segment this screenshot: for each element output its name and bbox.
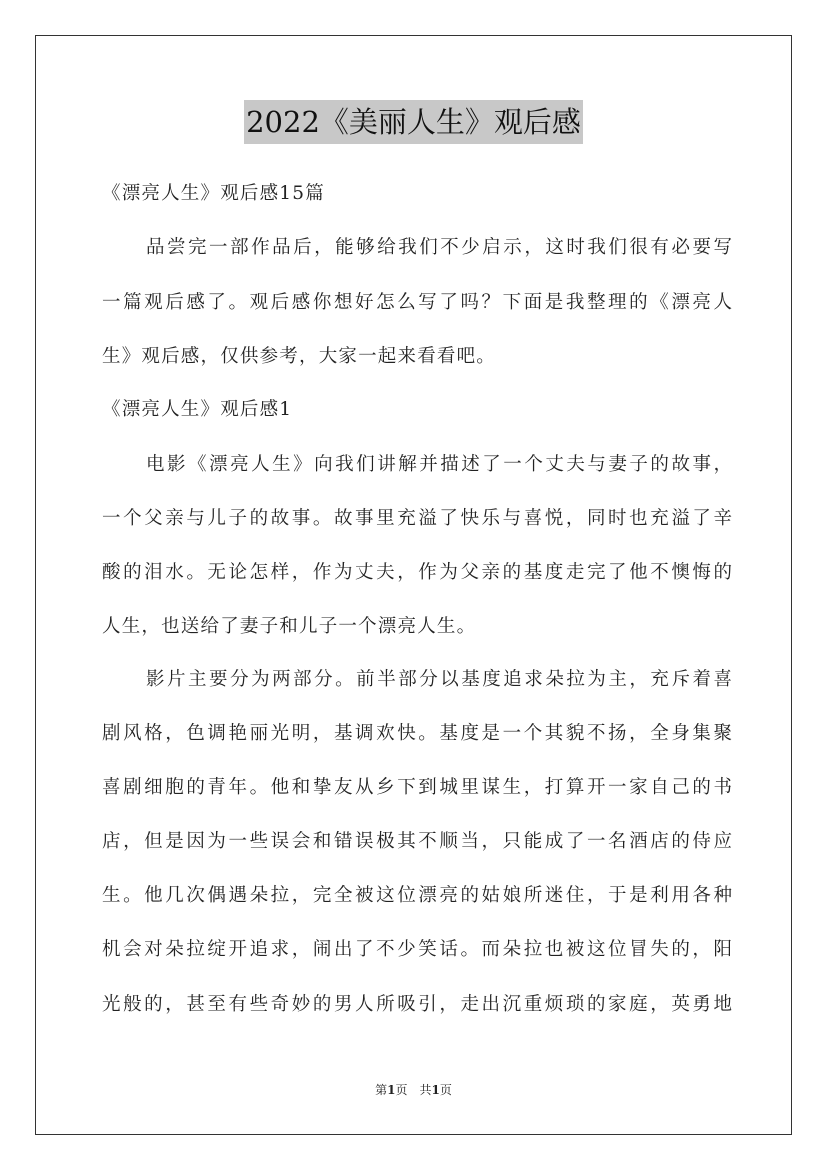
paragraph-line: 酸的泪水。无论怎样，作为丈夫，作为父亲的基度走完了他不懊悔的 [102, 562, 732, 583]
page-number: 1 [387, 1083, 396, 1097]
page-footer [0, 1082, 827, 1098]
section-heading: 《漂亮人生》观后感1 [102, 399, 293, 420]
paragraph-line: 影片主要分为两部分。前半部分以基度追求朵拉为主，充斥着喜 [146, 669, 732, 690]
title-wrap [0, 100, 827, 144]
page-total: 1 [431, 1083, 440, 1097]
page-suffix: 页 [439, 1083, 452, 1097]
page-prefix: 第 [375, 1083, 388, 1097]
paragraph-line: 机会对朵拉绽开追求，闹出了不少笑话。而朵拉也被这位冒失的，阳 [102, 939, 732, 960]
paragraph-line: 店，但是因为一些误会和错误极其不顺当，只能成了一名酒店的侍应 [102, 831, 732, 852]
paragraph-line: 电影《漂亮人生》向我们讲解并描述了一个丈夫与妻子的故事， [146, 454, 732, 475]
paragraph-line: 人生，也送给了妻子和儿子一个漂亮人生。 [102, 616, 477, 637]
subtitle: 《漂亮人生》观后感15篇 [102, 183, 325, 204]
intro-line: 品尝完一部作品后，能够给我们不少启示，这时我们很有必要写 [146, 237, 732, 258]
paragraph-line: 喜剧细胞的青年。他和挚友从乡下到城里谋生，打算开一家自己的书 [102, 777, 732, 798]
paragraph-line: 生。他几次偶遇朵拉，完全被这位漂亮的姑娘所迷住，于是利用各种 [102, 885, 732, 906]
intro-line: 一篇观后感了。观后感你想好怎么写了吗？下面是我整理的《漂亮人 [102, 292, 732, 313]
intro-line: 生》观后感，仅供参考，大家一起来看看吧。 [102, 346, 497, 367]
document-title: 2022《美丽人生》观后感 [244, 100, 583, 144]
paragraph-line: 剧风格，色调艳丽光明，基调欢快。基度是一个其貌不扬，全身集聚 [102, 723, 732, 744]
paragraph-line: 光般的，甚至有些奇妙的男人所吸引，走出沉重烦琐的家庭，英勇地 [102, 994, 732, 1015]
paragraph-line: 一个父亲与儿子的故事。故事里充溢了快乐与喜悦，同时也充溢了辛 [102, 508, 732, 529]
page-mid: 页 共 [395, 1083, 432, 1097]
